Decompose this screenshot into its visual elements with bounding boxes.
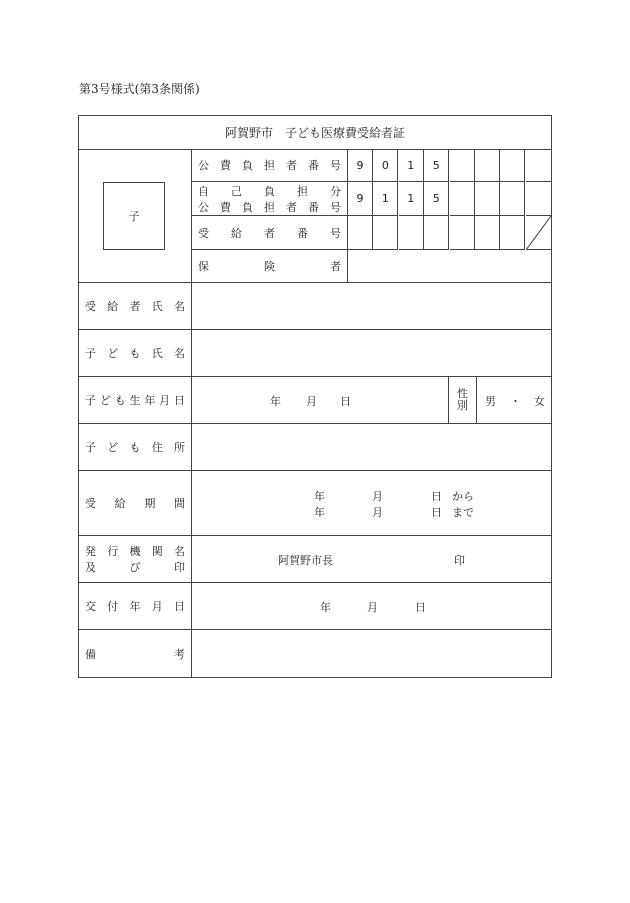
sex-male: 男	[485, 395, 496, 408]
digit-cell	[500, 182, 525, 216]
digit-cell	[348, 216, 373, 250]
public-number-text	[198, 157, 341, 173]
child-birth-value	[192, 377, 551, 424]
label-char: 者	[264, 226, 275, 240]
label-char: 名	[174, 300, 185, 313]
label-char: 担	[264, 200, 275, 214]
recipient-name-value	[192, 283, 551, 330]
label-char: 費	[220, 200, 231, 214]
issuer-value	[192, 536, 551, 583]
label-char: 備	[85, 647, 96, 661]
issuer-label	[79, 536, 192, 583]
label-char: も	[114, 394, 126, 407]
from-day: 日	[431, 490, 442, 503]
label-char: 号	[330, 159, 341, 172]
label-char: 番	[308, 200, 319, 214]
period-value	[192, 471, 551, 536]
insurance-label	[192, 250, 348, 283]
label-char: 受	[198, 226, 209, 240]
digit-cell: 1	[399, 182, 424, 216]
label-char: 己	[231, 184, 242, 198]
digit-cell: 1	[399, 149, 424, 182]
to-year: 年	[314, 506, 325, 519]
label-char: 発	[85, 545, 96, 558]
digit-cell	[450, 182, 475, 216]
label-char: 負	[264, 184, 275, 198]
label-char: 担	[297, 184, 308, 198]
to-suffix: まで	[452, 506, 474, 519]
child-name-value	[192, 330, 551, 377]
issuer-name: 阿賀野市長	[278, 554, 333, 567]
label-char: 所	[174, 441, 185, 454]
label-char: 担	[264, 159, 275, 172]
from-month: 月	[372, 490, 383, 503]
issue-month: 月	[367, 601, 378, 614]
self-burden-label	[192, 182, 348, 216]
label-char: 期	[144, 497, 156, 510]
label-char: 月	[159, 394, 171, 407]
label-char: 名	[174, 347, 185, 360]
digit-cell	[526, 149, 551, 182]
child-address-value	[192, 424, 551, 471]
digit-cell: 9	[348, 182, 373, 216]
insurance-value	[348, 250, 551, 283]
digit-cell	[500, 216, 525, 250]
self-burden-text-1	[198, 183, 341, 199]
label-char: 年	[144, 394, 156, 407]
label-char: 交	[85, 600, 96, 613]
label-char: 負	[242, 159, 253, 172]
public-number-label	[192, 149, 348, 182]
birth-day: 日	[340, 395, 351, 408]
label-char: ど	[99, 394, 111, 407]
label-char: ど	[107, 347, 119, 360]
photo-area	[79, 149, 192, 283]
label-char: 番	[297, 226, 308, 240]
digit-cell: 5	[424, 182, 449, 216]
digit-cell	[450, 149, 475, 182]
sex-female: 女	[534, 395, 545, 408]
digit-cell	[373, 216, 398, 250]
digit-cell: 9	[348, 149, 373, 182]
certificate-form	[78, 115, 552, 678]
diagonal-slash	[526, 216, 551, 250]
digit-cell	[475, 182, 500, 216]
child-address-label	[79, 424, 192, 471]
label-char: 保	[198, 260, 209, 273]
label-char: 機	[129, 545, 141, 558]
remarks-value	[192, 630, 551, 677]
label-char: 及	[85, 561, 96, 574]
label-char: 給	[107, 300, 119, 313]
digit-cell: 0	[373, 149, 398, 182]
label-char: 名	[174, 545, 185, 558]
from-year: 年	[314, 490, 325, 503]
label-char: 生	[129, 394, 141, 407]
label-char: 番	[308, 159, 319, 172]
insurance-text	[198, 258, 341, 274]
digit-cell	[475, 216, 500, 250]
recipient-number-label	[192, 216, 348, 250]
birth-year: 年	[270, 395, 281, 408]
seal-mark: 印	[454, 554, 465, 567]
birth-month: 月	[306, 395, 317, 408]
digit-cell: 5	[424, 149, 449, 182]
label-char: 険	[264, 260, 275, 273]
label-char: 分	[330, 184, 341, 198]
label-char: 受	[85, 300, 96, 313]
label-char: 者	[330, 260, 341, 273]
label-char: 負	[242, 200, 253, 214]
label-char: び	[129, 561, 141, 574]
recipient-name-label	[79, 283, 192, 330]
label-char: 付	[107, 600, 119, 613]
label-char: 日	[173, 394, 185, 407]
digit-cell	[450, 216, 475, 250]
label-char: 給	[114, 497, 126, 510]
label-char: 自	[198, 184, 209, 198]
label-char: 氏	[151, 347, 163, 360]
label-char: 受	[85, 497, 96, 510]
form-number: 第3号様式(第3条関係)	[79, 82, 200, 96]
label-char: 行	[107, 545, 119, 558]
label-char: 子	[85, 394, 96, 407]
period-label	[79, 471, 192, 536]
label-char: 日	[174, 600, 185, 613]
from-suffix: から	[452, 490, 474, 503]
label-char: 者	[286, 200, 297, 214]
label-char: も	[129, 347, 141, 360]
label-char: 子	[85, 347, 96, 360]
label-char: 印	[174, 561, 185, 574]
label-char: 住	[151, 441, 163, 454]
label-char: 費	[220, 159, 231, 172]
label-char: 氏	[151, 300, 163, 313]
digit-cell: 1	[373, 182, 398, 216]
label-char: 公	[198, 159, 209, 172]
issue-date-label	[79, 583, 192, 630]
form-title: 阿賀野市 子ども医療費受給者証	[79, 116, 551, 150]
label-char: 考	[174, 647, 185, 661]
remarks-label	[79, 630, 192, 677]
label-char: 関	[151, 545, 163, 558]
self-burden-text-2	[198, 199, 341, 215]
digit-cell	[526, 182, 551, 216]
label-char: 者	[286, 159, 297, 172]
label-char: 公	[198, 200, 209, 214]
photo-box: 子	[103, 182, 165, 250]
to-day: 日	[431, 506, 442, 519]
label-char: ど	[107, 441, 119, 454]
digit-cell	[399, 216, 424, 250]
digit-cell	[500, 149, 525, 182]
label-char: 号	[330, 226, 341, 240]
label-char: 子	[85, 441, 96, 454]
child-birth-label	[79, 377, 192, 424]
issue-day: 日	[415, 601, 426, 614]
digit-cell	[475, 149, 500, 182]
to-month: 月	[372, 506, 383, 519]
sex-separator: ・	[510, 395, 521, 408]
label-char: 間	[173, 497, 185, 510]
digit-cell	[424, 216, 449, 250]
label-char: 月	[151, 600, 163, 613]
recipient-number-text	[198, 225, 341, 241]
label-char: 給	[231, 226, 242, 240]
issue-date-value	[192, 583, 551, 630]
issue-year: 年	[320, 601, 331, 614]
label-char: 年	[129, 600, 141, 613]
label-char: 者	[129, 300, 141, 313]
label-char: も	[129, 441, 141, 454]
sex-label: 性 別	[448, 377, 477, 423]
child-name-label	[79, 330, 192, 377]
label-char: 号	[330, 200, 341, 214]
